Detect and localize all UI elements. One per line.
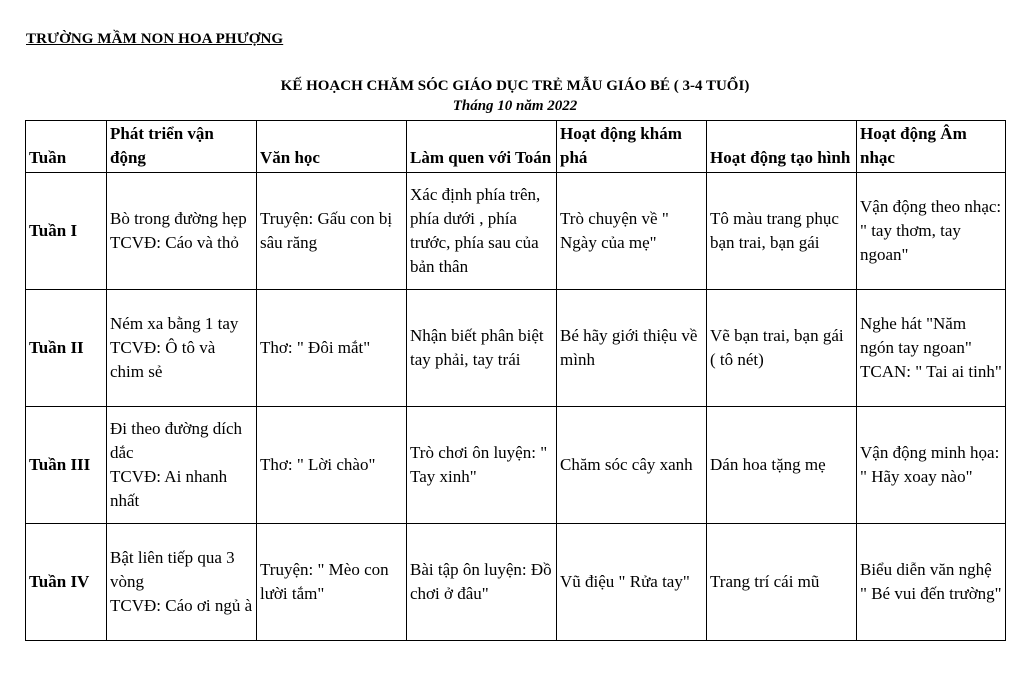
header-motor: Phát triển vận động	[107, 121, 257, 173]
week-cell: Tuần I	[26, 173, 107, 290]
art-cell: Dán hoa tặng mẹ	[707, 407, 857, 524]
header-week: Tuần	[26, 121, 107, 173]
week-cell: Tuần III	[26, 407, 107, 524]
motor-cell	[107, 290, 257, 407]
motor-game: TCVĐ: Cáo ơi ngủ à	[110, 596, 253, 615]
music-cell: Vận động theo nhạc: " tay thơm, tay ngoan"	[857, 173, 1006, 290]
plan-title: KẾ HOẠCH CHĂM SÓC GIÁO DỤC TRẺ MẪU GIÁO BÉ ( 3-4 TUỔI)	[280, 78, 750, 94]
math-cell: Xác định phía trên, phía dưới , phía trước, phía sau của bản thân	[407, 173, 557, 290]
table-row	[26, 524, 1006, 641]
motor-activity: Bò trong đường hẹp	[110, 209, 247, 228]
week-cell: Tuần IV	[26, 524, 107, 641]
literature-cell: Thơ: " Đôi mắt"	[257, 290, 407, 407]
motor-activity: Đi theo đường dích dắc	[110, 419, 242, 462]
art-cell: Vẽ bạn trai, bạn gái ( tô nét)	[707, 290, 857, 407]
music-cell: Vận động minh họa: " Hãy xoay nào"	[857, 407, 1006, 524]
motor-game: TCVĐ: Ô tô và chim sẻ	[110, 338, 216, 381]
motor-cell	[107, 173, 257, 290]
table-header-row	[26, 121, 1006, 173]
header-math: Làm quen với Toán	[407, 121, 557, 173]
math-cell: Trò chơi ôn luyện: " Tay xinh"	[407, 407, 557, 524]
table-row	[26, 290, 1006, 407]
motor-cell	[107, 524, 257, 641]
motor-cell	[107, 407, 257, 524]
school-name: TRƯỜNG MẦM NON HOA PHƯỢNG	[26, 31, 284, 47]
explore-cell: Trò chuyện về " Ngày của mẹ"	[557, 173, 707, 290]
motor-game: TCVĐ: Cáo và thỏ	[110, 233, 239, 252]
music-cell: Nghe hát "Năm ngón tay ngoan" TCAN: " Tai ai tinh"	[857, 290, 1006, 407]
explore-cell: Chăm sóc cây xanh	[557, 407, 707, 524]
explore-cell: Bé hãy giới thiệu về mình	[557, 290, 707, 407]
literature-cell: Truyện: Gấu con bị sâu răng	[257, 173, 407, 290]
table-row	[26, 173, 1006, 290]
explore-cell: Vũ điệu " Rửa tay"	[557, 524, 707, 641]
math-cell: Bài tập ôn luyện: Đồ chơi ở đâu"	[407, 524, 557, 641]
math-cell: Nhận biết phân biệt tay phải, tay trái	[407, 290, 557, 407]
header-literature: Văn học	[257, 121, 407, 173]
plan-subtitle: Tháng 10 năm 2022	[452, 98, 578, 114]
motor-activity: Ném xa bằng 1 tay	[110, 314, 239, 333]
header-music: Hoạt động Âm nhạc	[857, 121, 1006, 173]
week-cell: Tuần II	[26, 290, 107, 407]
literature-cell: Truyện: " Mèo con lười tắm"	[257, 524, 407, 641]
motor-activity: Bật liên tiếp qua 3 vòng	[110, 548, 235, 591]
art-cell: Tô màu trang phục bạn trai, bạn gái	[707, 173, 857, 290]
table-row	[26, 407, 1006, 524]
literature-cell: Thơ: " Lời chào"	[257, 407, 407, 524]
header-art: Hoạt động tạo hình	[707, 121, 857, 173]
art-cell: Trang trí cái mũ	[707, 524, 857, 641]
header-explore: Hoạt động khám phá	[557, 121, 707, 173]
plan-table	[25, 120, 1006, 641]
music-cell: Biểu diễn văn nghệ " Bé vui đến trường"	[857, 524, 1006, 641]
motor-game: TCVĐ: Ai nhanh nhất	[110, 467, 228, 510]
